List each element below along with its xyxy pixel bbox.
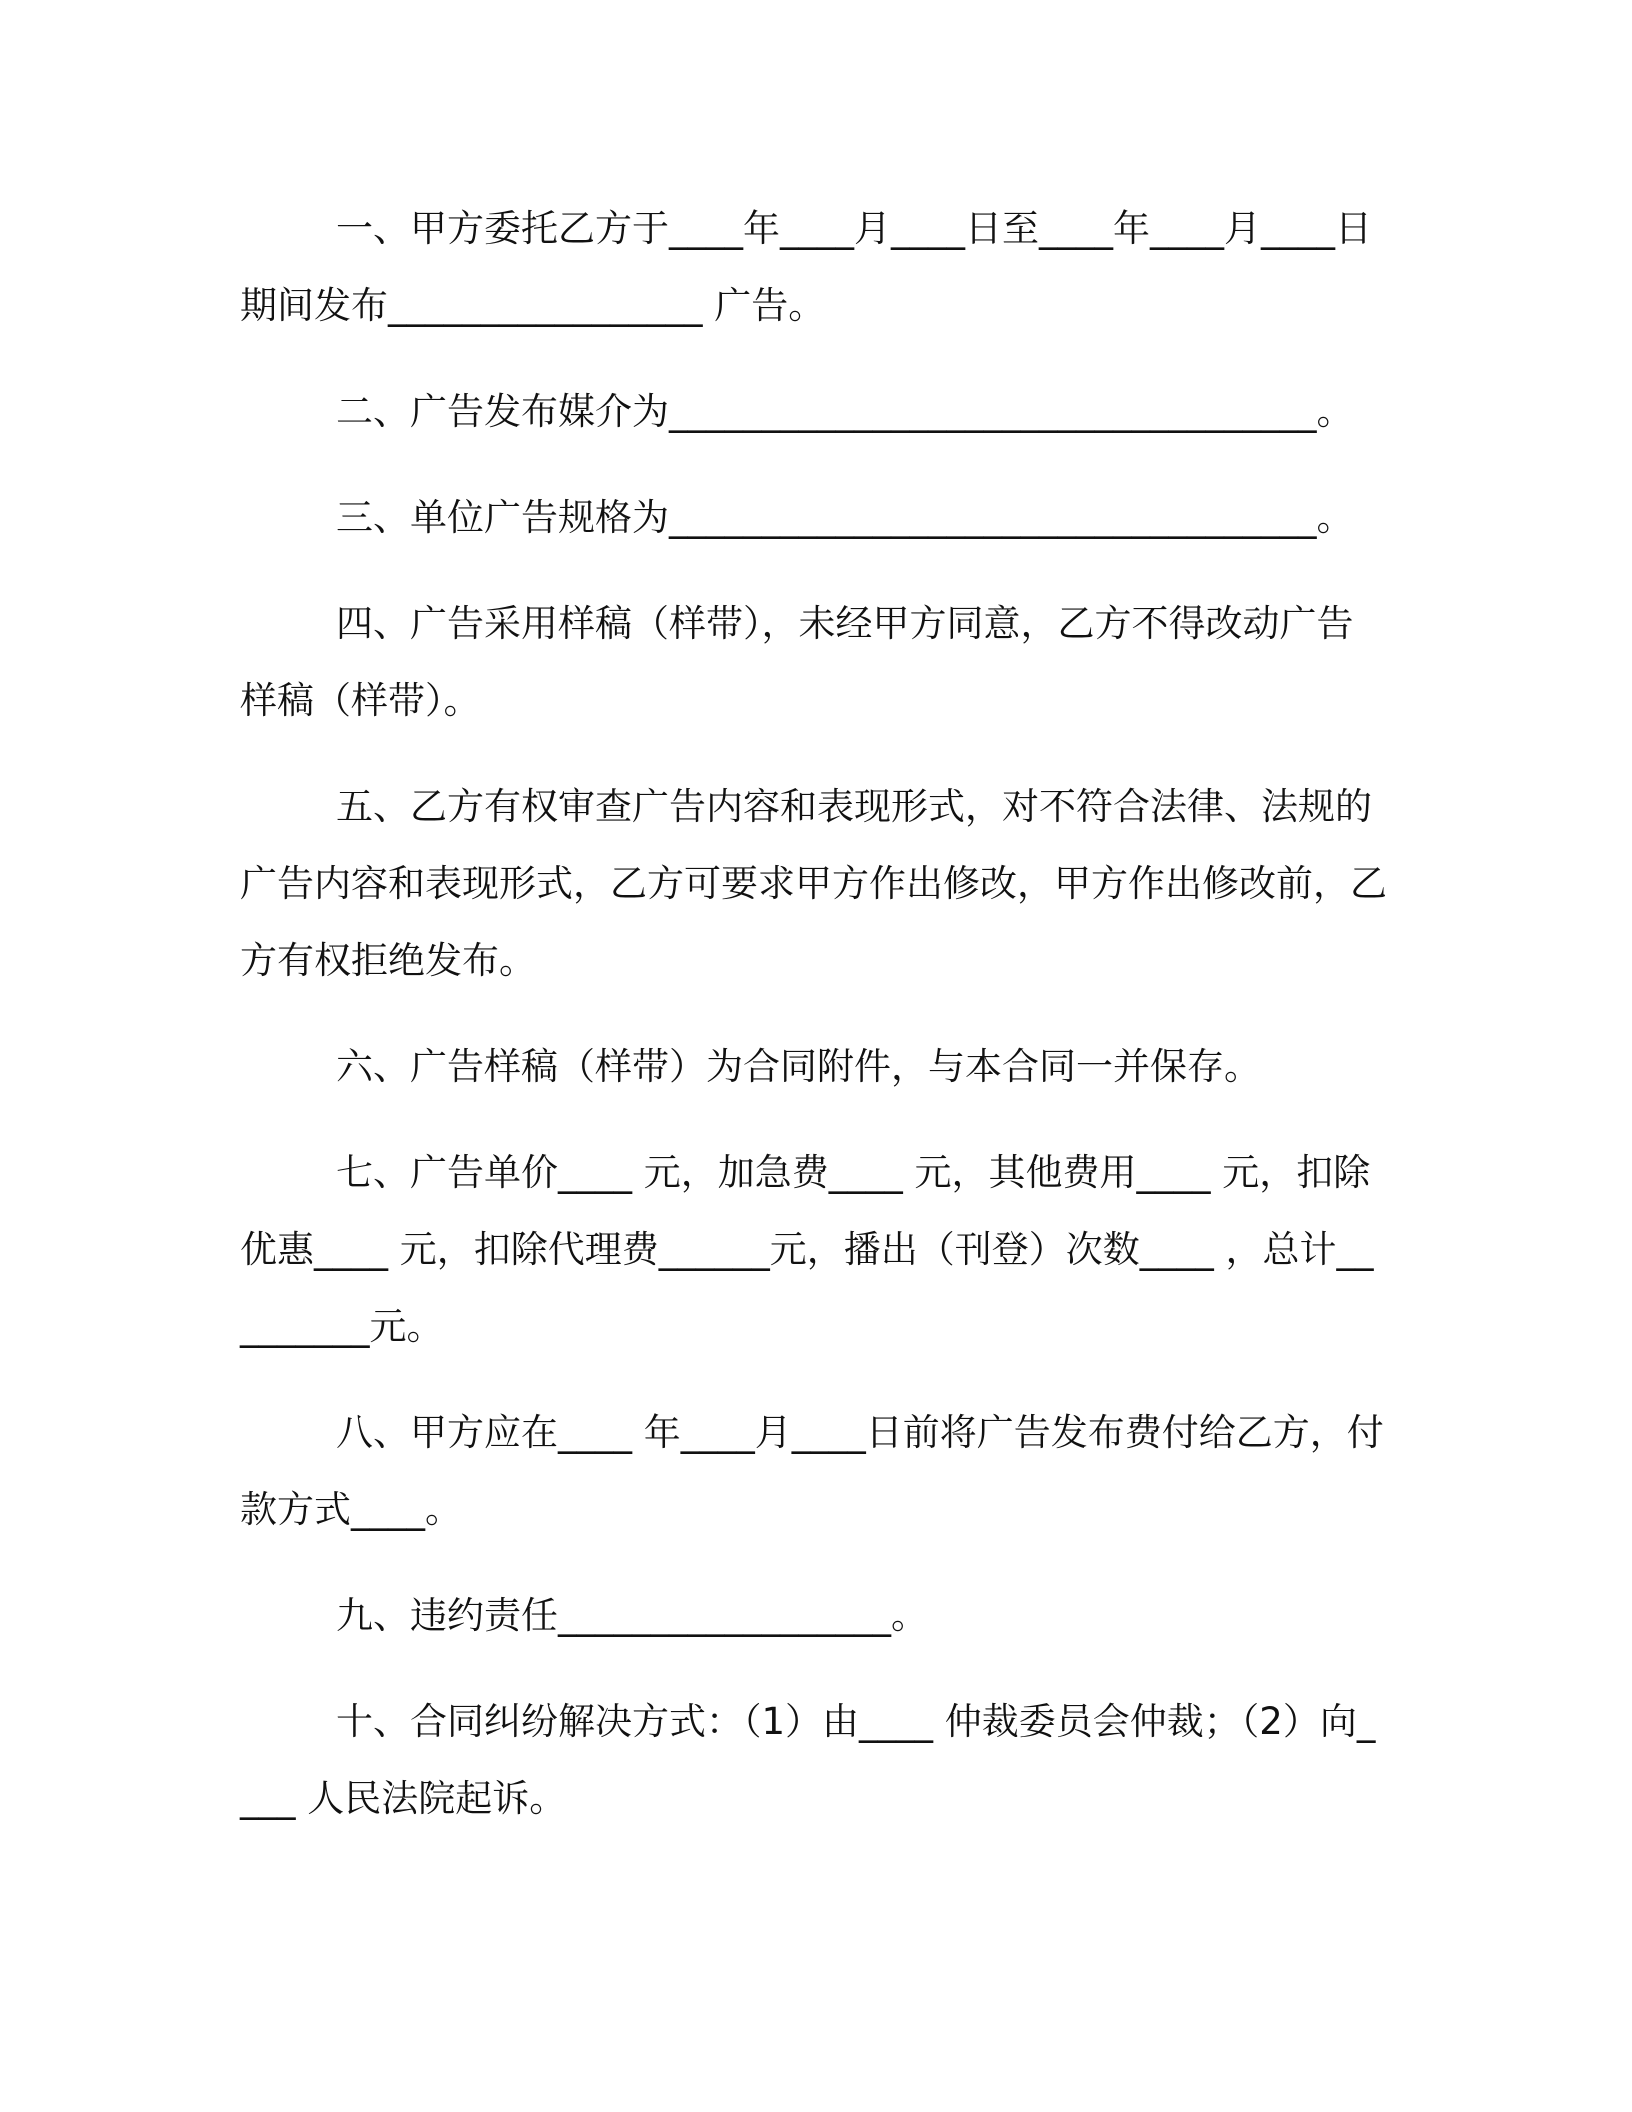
clause-10: 十、合同纠纷解决方式：（1）由____ 仲裁委员会仲裁；（2）向____ 人民法院起诉。 xyxy=(240,1700,1376,1820)
clause-5: 五、乙方有权审查广告内容和表现形式，对不符合法律、法规的广告内容和表现形式，乙方可要求甲方作出修改，甲方作出修改前，乙方有权拒绝发布。 xyxy=(240,785,1387,982)
clause-9: 九、违约责任__________________。 xyxy=(336,1594,928,1637)
clause-2: 二、广告发布媒介为___________________________________。 xyxy=(336,390,1354,433)
clause-7: 七、广告单价____ 元，加急费____ 元，其他费用____ 元，扣除优惠____ 元，扣除代理费______元，播出（刊登）次数____ ，总计_________元。 xyxy=(240,1151,1374,1348)
clause-8: 八、甲方应在____ 年____月____日前将广告发布费付给乙方，付款方式____。 xyxy=(240,1411,1384,1531)
clause-4: 四、广告采用样稿（样带），未经甲方同意，乙方不得改动广告样稿（样带）。 xyxy=(240,602,1354,722)
contract-page xyxy=(240,190,1390,1866)
clause-3: 三、单位广告规格为___________________________________。 xyxy=(336,496,1354,539)
clause-6: 六、广告样稿（样带）为合同附件，与本合同一并保存。 xyxy=(336,1045,1261,1088)
clause-1: 一、甲方委托乙方于____年____月____日至____年____月____日期间发布_________________ 广告。 xyxy=(240,207,1372,327)
